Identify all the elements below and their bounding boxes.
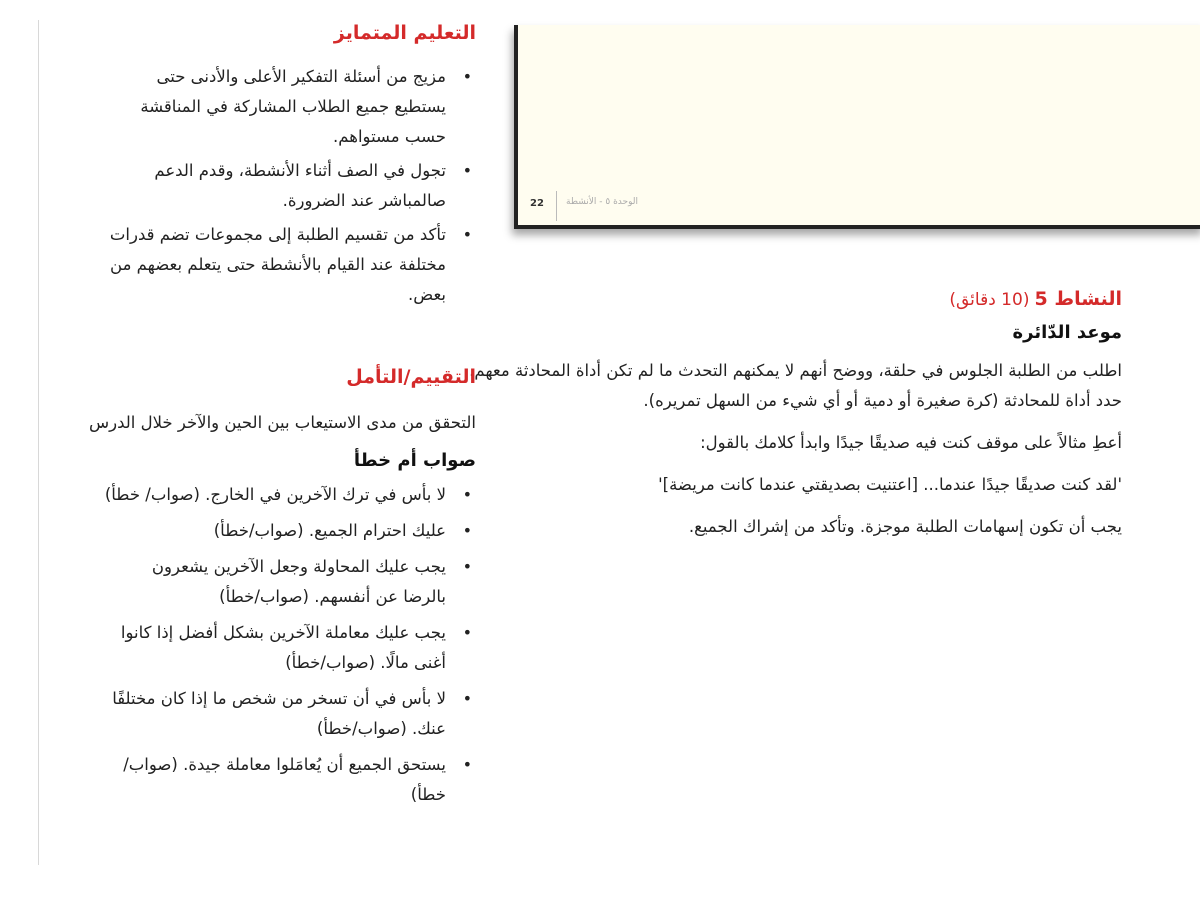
true-false-list bbox=[104, 480, 476, 810]
activity-header bbox=[622, 288, 1122, 310]
true-false-title: صواب أم خطأ bbox=[353, 450, 476, 471]
true-false-item-1: • لا بأس في ترك الآخرين في الخارج. (صواب/ خطأ) bbox=[104, 480, 476, 510]
thumbnail-page-number: 22 bbox=[530, 198, 544, 209]
assessment-intro: التحقق من مدى الاستيعاب بين الحين والآخر خلال الدرس bbox=[88, 413, 476, 432]
activity-title: موعد الدّائرة bbox=[1012, 322, 1122, 343]
assessment-title: التقييم/التأمل bbox=[346, 366, 476, 388]
activity-para1-line2: حدد أداة للمحادثة (كرة صغيرة أو دمية أو أي شيء من السهل تمريره). bbox=[643, 391, 1122, 410]
activity-para1-line1: اطلب من الطلبة الجلوس في حلقة، ووضح أنهم لا يمكنهم التحدث ما لم تكن أداة المحادثة معهم. bbox=[469, 361, 1122, 380]
differentiated-list bbox=[104, 62, 476, 310]
true-false-item-4: • يجب عليك معاملة الآخرين بشكل أفضل إذا كانوا أغنى مالًا. (صواب/خطأ) bbox=[104, 618, 476, 678]
true-false-item-2: • عليك احترام الجميع. (صواب/خطأ) bbox=[104, 516, 476, 546]
true-false-item-6: • يستحق الجميع أن يُعامَلوا معاملة جيدة. (صواب/خطأ) bbox=[104, 750, 476, 810]
activity-duration: (10 دقائق) bbox=[949, 290, 1030, 310]
activity-quote: 'لقد كنت صديقًا جيدًا عندما... [اعتنيت بصديقتي عندما كانت مريضة]' bbox=[658, 475, 1122, 494]
true-false-item-3: • يجب عليك المحاولة وجعل الآخرين يشعرون بالرضا عن أنفسهم. (صواب/خطأ) bbox=[104, 552, 476, 612]
differentiated-title: التعليم المتمايز bbox=[333, 22, 476, 44]
activity-para2: أعطِ مثالاً على موقف كنت فيه صديقًا جيدًا وابدأ كلامك بالقول: bbox=[700, 433, 1122, 452]
thumbnail-footer-divider bbox=[556, 191, 557, 221]
differentiated-item-1: • مزيج من أسئلة التفكير الأعلى والأدنى حتى يستطيع جميع الطلاب المشاركة في المناقشة حسب مستواهم. bbox=[104, 62, 476, 152]
activity-para3: يجب أن تكون إسهامات الطلبة موجزة. وتأكد من إشراك الجميع. bbox=[688, 517, 1122, 536]
differentiated-item-2: • تجول في الصف أثناء الأنشطة، وقدم الدعم صالمباشر عند الضرورة. bbox=[104, 156, 476, 216]
activity-number: النشاط 5 bbox=[1034, 288, 1122, 310]
true-false-item-5: • لا بأس في أن تسخر من شخص ما إذا كان مختلفًا عنك. (صواب/خطأ) bbox=[104, 684, 476, 744]
differentiated-item-3: • تأكد من تقسيم الطلبة إلى مجموعات تضم قدرات مختلفة عند القيام بالأنشطة حتى يتعلم بعضهم من بعض. bbox=[104, 220, 476, 310]
page-margin-rule bbox=[38, 20, 39, 865]
thumbnail-footer-text: الوحدة ٥ - الأنشطة bbox=[566, 197, 638, 207]
